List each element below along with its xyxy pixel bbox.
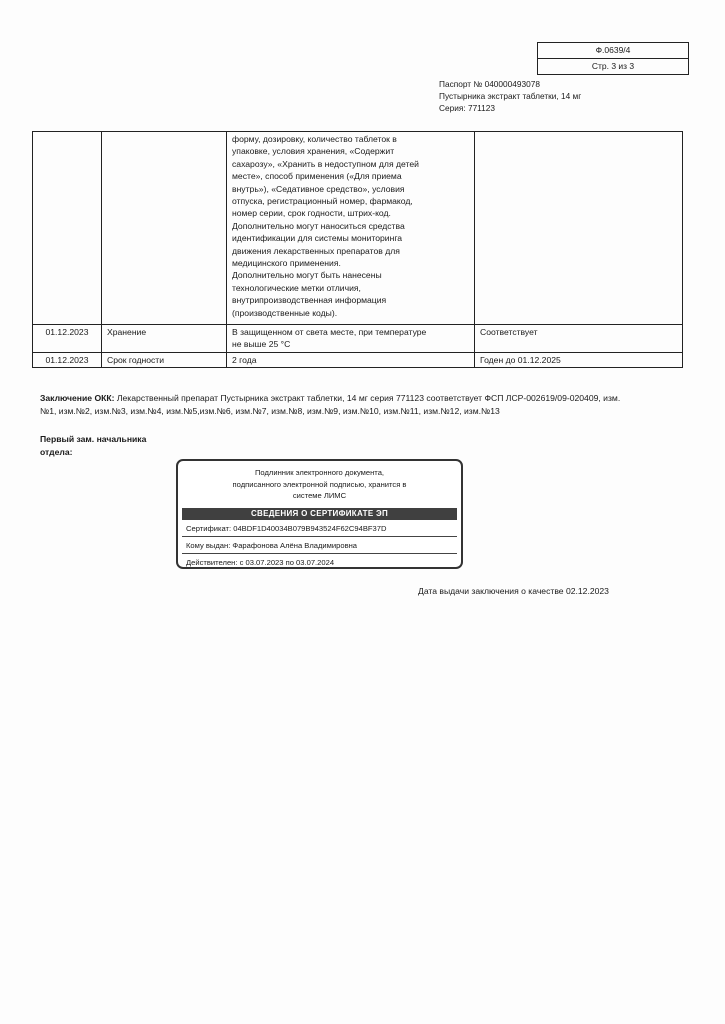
date-cell [33, 132, 102, 325]
requirement-line: упаковке, условия хранения, «Содержит [232, 146, 395, 157]
signatory-department: отдела: [40, 447, 73, 457]
requirement-line: медицинского применения. [232, 258, 341, 269]
stamp-validity: Действителен: с 03.07.2023 по 03.07.2024 [182, 553, 457, 568]
stamp-text-line: подписанного электронной подписью, хранится в [232, 479, 407, 489]
requirement-line: (производственные коды). [232, 307, 338, 318]
requirement-line: отпуска, регистрационный номер, фармакод, [232, 196, 413, 207]
form-code-box [537, 42, 689, 75]
parameter-cell: Срок годности [102, 352, 227, 367]
table-row [33, 352, 683, 367]
stamp-certificate-title: СВЕДЕНИЯ О СЕРТИФИКАТЕ ЭП [182, 508, 457, 520]
date-cell: 01.12.2023 [33, 325, 102, 353]
date-cell: 01.12.2023 [33, 352, 102, 367]
requirement-line: месте», способ применения («Для приема [232, 171, 402, 182]
result-cell: Соответствует [475, 325, 683, 353]
issue-date: Дата выдачи заключения о качестве 02.12.2023 [418, 586, 609, 596]
conclusion [40, 392, 630, 418]
requirement-line: форму, дозировку, количество таблеток в [232, 134, 397, 144]
requirement-line: идентификации для системы мониторинга [232, 233, 403, 244]
requirement-line: технологические метки отличия, [232, 282, 361, 293]
passport-header [439, 78, 581, 114]
requirement-line: не выше 25 °С [232, 339, 291, 350]
requirement-cell [227, 132, 475, 325]
requirement-line: внутрипроизводственная информация [232, 295, 387, 306]
table-row [33, 325, 683, 353]
page-info: Стр. 3 из 3 [538, 58, 688, 74]
signatory [40, 433, 146, 459]
electronic-signature-stamp [176, 459, 463, 569]
stamp-text-line: системе ЛИМС [292, 491, 347, 500]
stamp-certificate: Сертификат: 04BDF1D40034B079B943524F62C94BF37D [186, 523, 387, 533]
requirement-line: движения лекарственных препаратов для [232, 245, 400, 256]
parameter-cell: Хранение [102, 325, 227, 353]
result-cell [475, 132, 683, 325]
requirement-line: Дополнительно могут наноситься средства [232, 220, 405, 231]
table-row [33, 132, 683, 325]
conclusion-text: Лекарственный препарат Пустырника экстракт таблетки, 14 мг серия 771123 соответствует ФСП ЛСР-002619/09-020409, изм.№1, изм.№2, изм.№3, изм.№4, изм.№5,изм.№6, изм.№7, изм.№8, изм.№9, изм.№10, изм.№11, изм.№12, изм.№13 [40, 393, 621, 417]
requirement-line: Дополнительно могут быть нанесены [232, 270, 382, 281]
signatory-title: Первый зам. начальника [40, 434, 147, 444]
requirement-line: внутрь»), «Седативное средство», условия [232, 183, 405, 194]
stamp-text-line: Подлинник электронного документа, [254, 468, 385, 477]
series-number: Серия: 771123 [439, 103, 496, 113]
requirement-line: номер серии, срок годности, штрих-код. [232, 208, 391, 219]
requirement-line: сахарозу», «Хранить в недоступном для детей [232, 158, 419, 169]
test-results-table [32, 131, 683, 368]
stamp-issued-to: Кому выдан: Фарафонова Алёна Владимировна [182, 536, 457, 551]
requirement-cell [227, 325, 475, 353]
stamp-description [178, 467, 461, 502]
parameter-cell [102, 132, 227, 325]
requirement-line: В защищенном от света месте, при температуре [232, 327, 427, 337]
form-code: Ф.0639/4 [595, 45, 631, 55]
requirement-cell [227, 352, 475, 367]
requirement-line: 2 года [232, 354, 257, 365]
conclusion-label: Заключение ОКК: [40, 393, 115, 403]
passport-number: Паспорт № 040000493078 [439, 79, 540, 89]
result-cell: Годен до 01.12.2025 [475, 352, 683, 367]
product-name: Пустырника экстракт таблетки, 14 мг [439, 91, 582, 101]
